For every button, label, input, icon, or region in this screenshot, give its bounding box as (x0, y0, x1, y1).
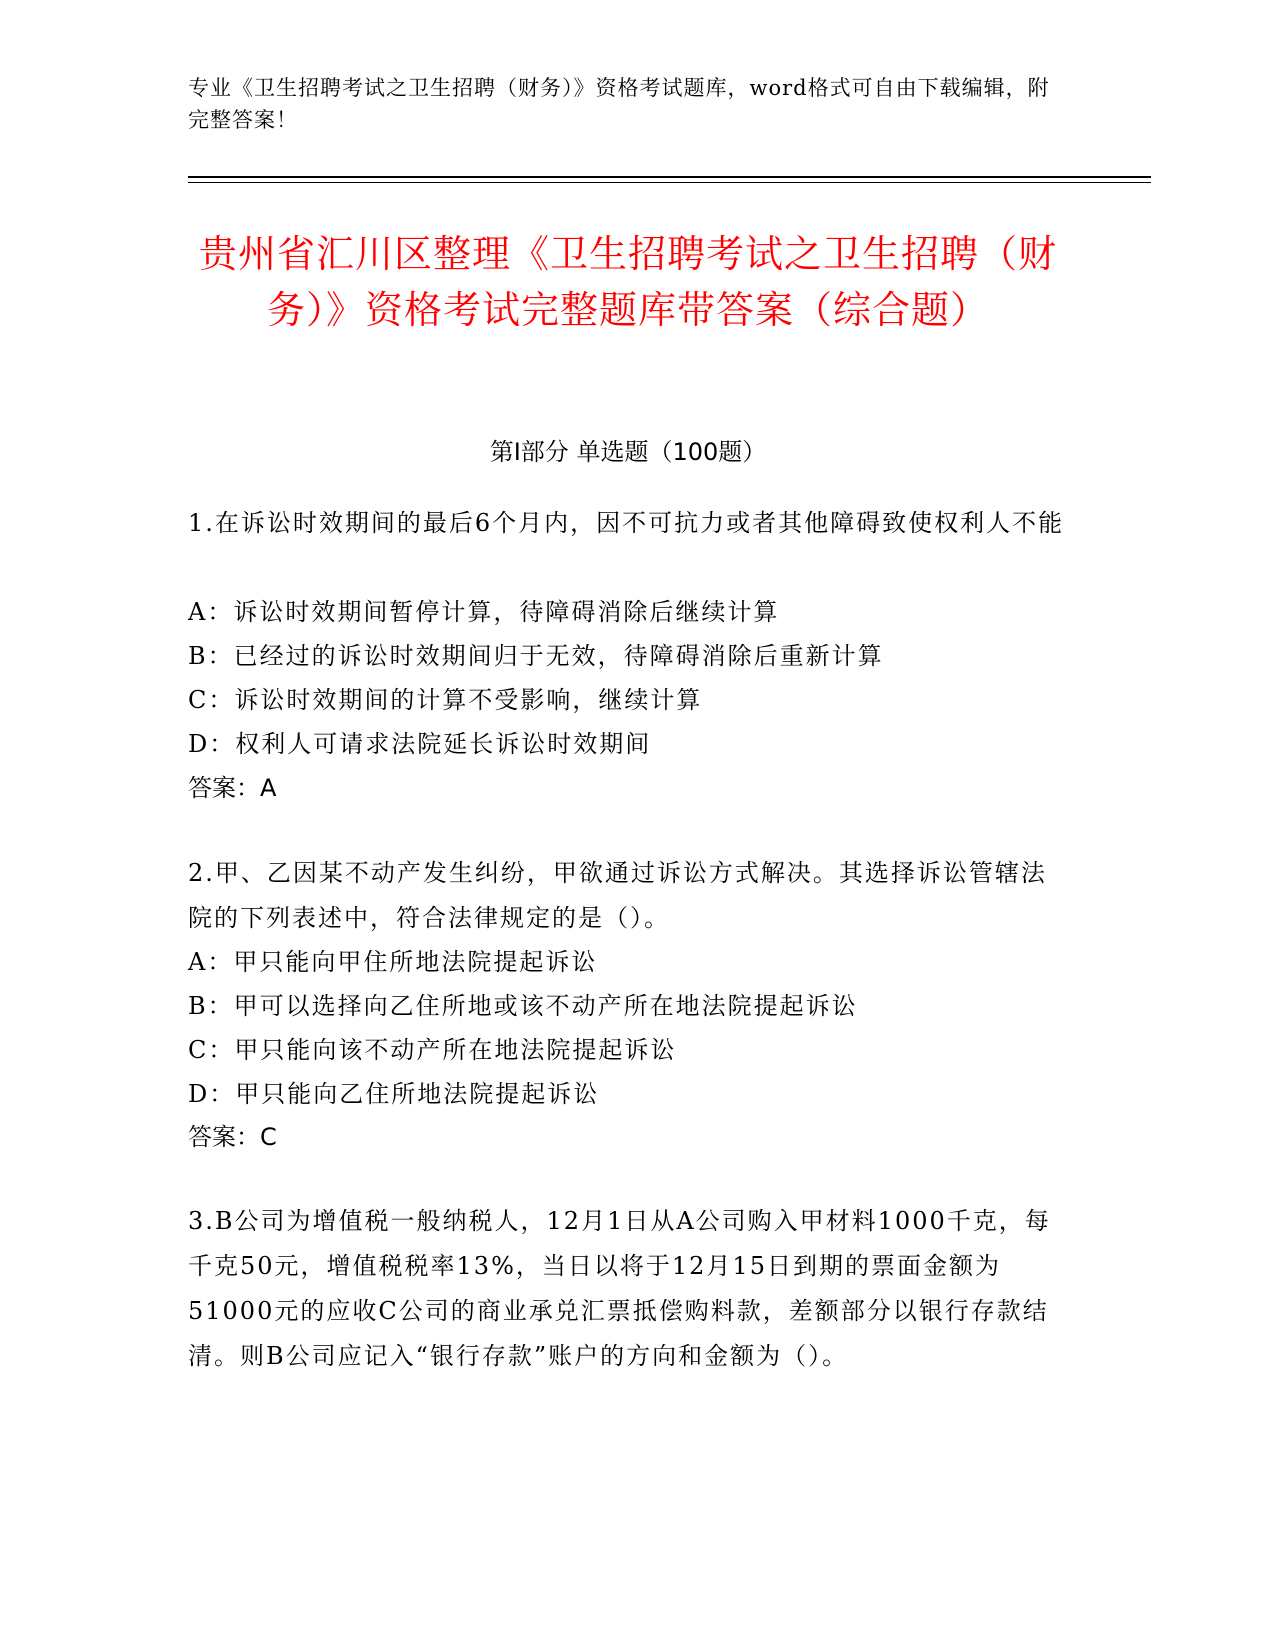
document-title: 贵州省汇川区整理《卫生招聘考试之卫生招聘（财务）》资格考试完整题库带答案（综合题） (198, 232, 1057, 332)
question-3-text: 3.B公司为增值税一般纳税人，12月1日从A公司购入甲材料1000千克，每千克50元，增值税税率13%，当日以将于12月15日到期的票面金额为51000元的应收C公司的商业承兑汇票抵偿购料款，差额部分以银行存款结清。则B公司应记入“银行存款”账户的方向和金额为（）。 (188, 1207, 1051, 1370)
question-2-option-d: D：甲只能向乙住所地法院提起诉讼 (188, 1080, 600, 1108)
question-1-option-b: B：已经过的诉讼时效期间归于无效，待障碍消除后重新计算 (188, 642, 884, 670)
question-1-answer: 答案：A (188, 774, 277, 802)
header-note: 专业《卫生招聘考试之卫生招聘（财务）》资格考试题库，word格式可自由下载编辑，附完整答案！ (188, 76, 1050, 132)
question-1-option-a: A：诉讼时效期间暂停计算，待障碍消除后继续计算 (188, 598, 780, 626)
question-2-answer: 答案：C (188, 1123, 277, 1151)
question-1-option-d: D：权利人可请求法院延长诉讼时效期间 (188, 730, 652, 758)
section-heading: 第Ⅰ部分 单选题（100题） (489, 438, 767, 466)
header-divider-thick (188, 176, 1151, 178)
header-divider-thin (188, 182, 1151, 183)
question-1-text: 1.在诉讼时效期间的最后6个月内，因不可抗力或者其他障碍致使权利人不能 (188, 509, 1065, 537)
question-1-option-c: C：诉讼时效期间的计算不受影响，继续计算 (188, 686, 703, 714)
question-2-option-c: C：甲只能向该不动产所在地法院提起诉讼 (188, 1036, 677, 1064)
question-2-option-b: B：甲可以选择向乙住所地或该不动产所在地法院提起诉讼 (188, 992, 858, 1020)
question-2-text: 2.甲、乙因某不动产发生纠纷，甲欲通过诉讼方式解决。其选择诉讼管辖法院的下列表述中，符合法律规定的是（）。 (188, 859, 1047, 932)
question-2-option-a: A：甲只能向甲住所地法院提起诉讼 (188, 948, 598, 976)
